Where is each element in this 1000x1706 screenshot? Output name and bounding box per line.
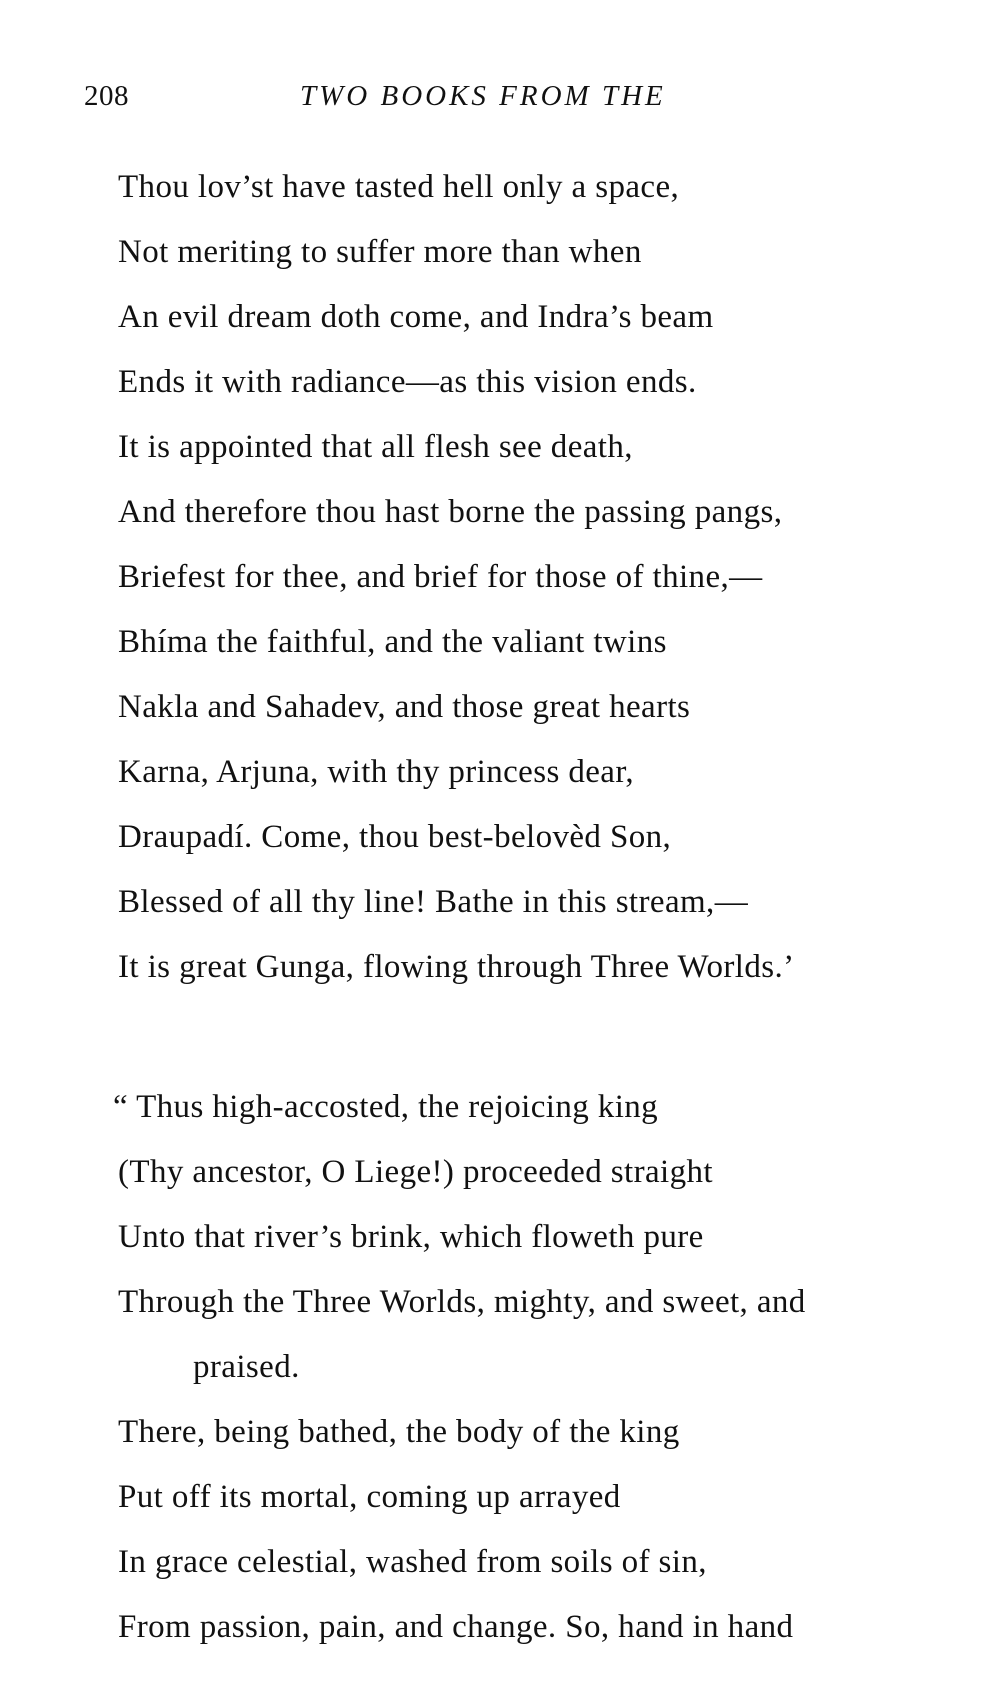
verse-line: Draupadí. Come, thou best-belovèd Son, [118, 819, 672, 855]
verse-line: Thou lov’st have tasted hell only a space, [118, 169, 680, 205]
verse-line: It is great Gunga, flowing through Three Worlds.’ [118, 949, 795, 985]
verse-line: Blessed of all thy line! Bathe in this stream,— [118, 884, 749, 920]
page-number: 208 [84, 80, 129, 112]
verse-line: Put off its mortal, coming up arrayed [118, 1479, 621, 1515]
verse-line: (Thy ancestor, O Liege!) proceeded straight [118, 1154, 713, 1190]
verse-line: Through the Three Worlds, mighty, and sweet, and [118, 1284, 806, 1320]
page-header [0, 80, 1000, 120]
stanza-2 [113, 1075, 806, 1660]
verse-line: Bhíma the faithful, and the valiant twins [118, 624, 667, 660]
verse-line: There, being bathed, the body of the king [118, 1414, 680, 1450]
verse-line: Karna, Arjuna, with thy princess dear, [118, 754, 635, 790]
verse-line: Briefest for thee, and brief for those of thine,— [118, 559, 763, 595]
verse-line: An evil dream doth come, and Indra’s beam [118, 299, 714, 335]
verse-line: From passion, pain, and change. So, hand in hand [118, 1609, 794, 1645]
running-head: TWO BOOKS FROM THE [300, 80, 666, 112]
verse-line: “ Thus high-accosted, the rejoicing king [113, 1089, 659, 1125]
verse-line: Nakla and Sahadev, and those great hearts [118, 689, 691, 725]
verse-line: Not meriting to suffer more than when [118, 234, 642, 270]
verse-line: In grace celestial, washed from soils of sin, [118, 1544, 707, 1580]
stanza-1 [118, 155, 795, 1000]
verse-line: Ends it with radiance—as this vision ends. [118, 364, 697, 400]
verse-line: Unto that river’s brink, which floweth pure [118, 1219, 704, 1255]
verse-line: It is appointed that all flesh see death, [118, 429, 633, 465]
verse-line-continuation: praised. [193, 1349, 300, 1385]
verse-line: And therefore thou hast borne the passing pangs, [118, 494, 783, 530]
